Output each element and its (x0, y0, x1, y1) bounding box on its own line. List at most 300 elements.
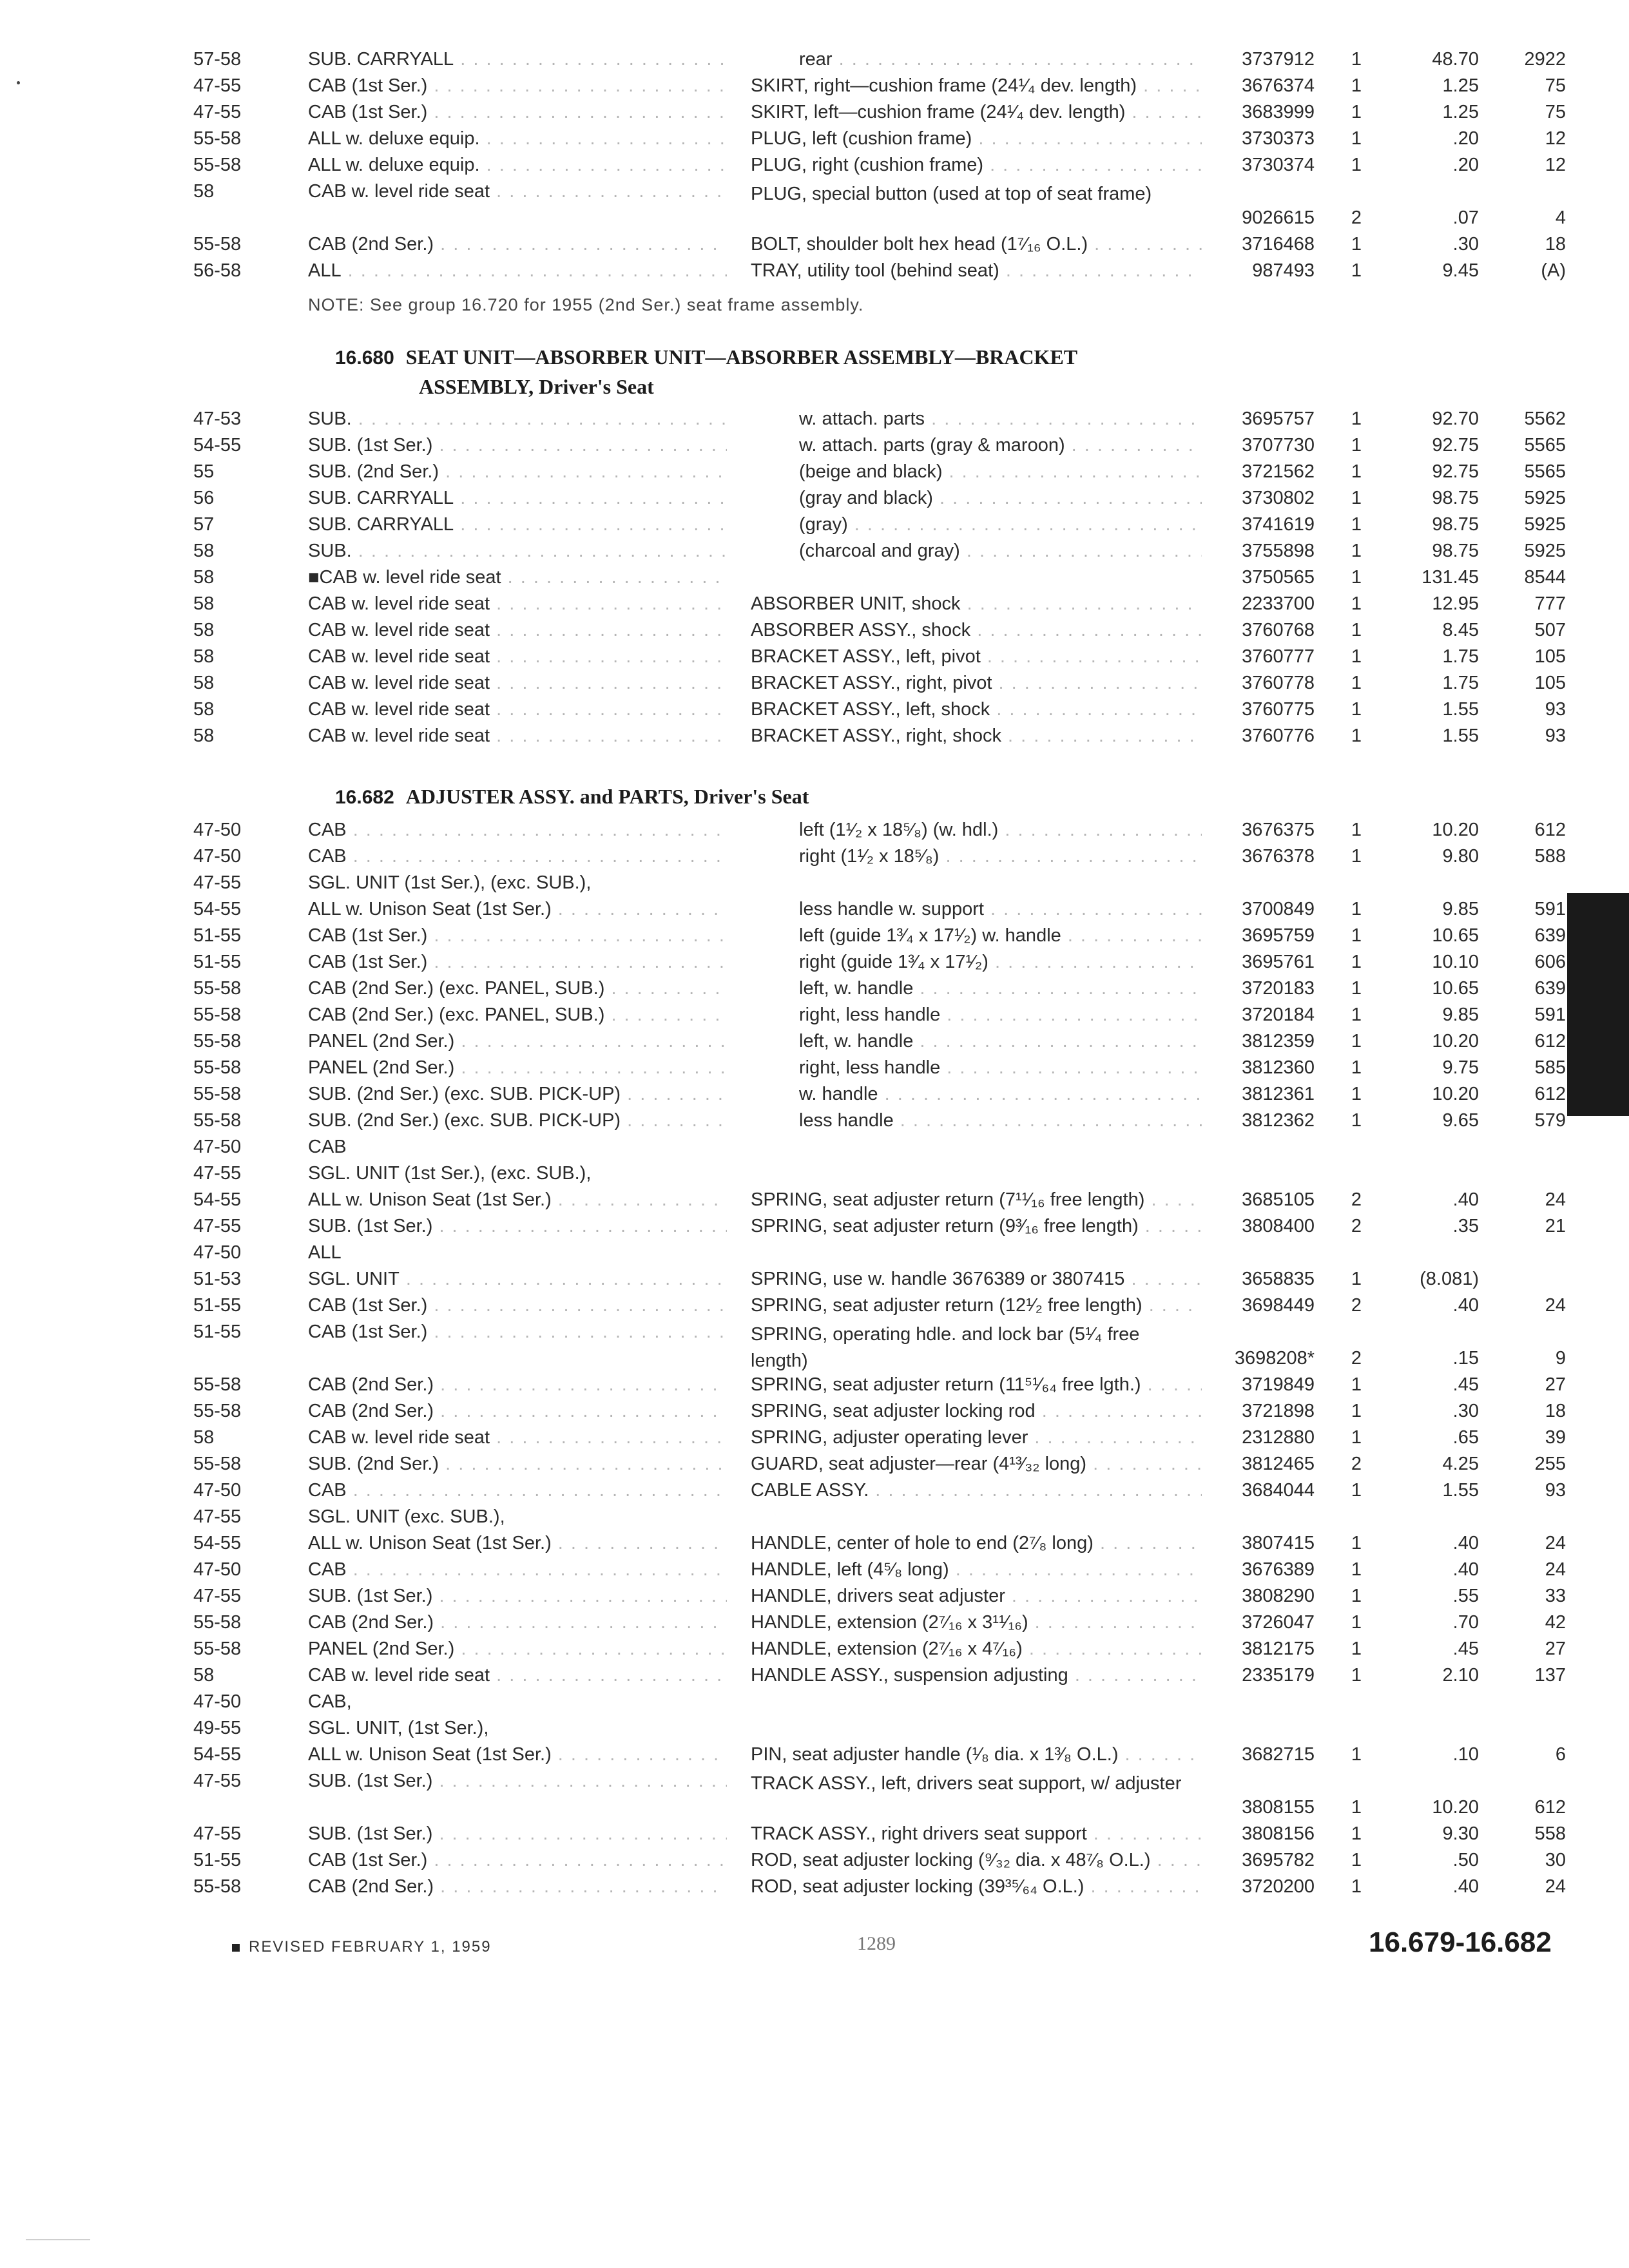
quantity: 1 (1351, 234, 1362, 255)
table-row (193, 1452, 1566, 1479)
price-code: 137 (1534, 1665, 1566, 1686)
part-description: right, less handle . . . (799, 1057, 1202, 1079)
price-code: 27 (1545, 1374, 1566, 1395)
list-price: 8.45 (1442, 620, 1479, 640)
quantity: 1 (1351, 1110, 1362, 1131)
model-applicability: CAB (1st Ser.) . . . (308, 1295, 727, 1316)
quantity: 1 (1351, 260, 1362, 281)
model-years: 58 (193, 673, 215, 693)
table-row (193, 1399, 1566, 1426)
part-description: left (guide 1³⁄₄ x 17¹⁄₂) w. handle . . . (799, 925, 1202, 947)
price-code: 93 (1545, 699, 1566, 720)
model-applicability: ALL w. deluxe equip. . . . (308, 128, 727, 149)
model-applicability: SUB. CARRYALL . . . (308, 514, 727, 535)
quantity: 1 (1351, 408, 1362, 429)
part-number: 3812361 (1242, 1084, 1315, 1104)
list-price: .30 (1452, 234, 1479, 255)
quantity: 1 (1351, 820, 1362, 840)
list-price: 9.85 (1442, 899, 1479, 919)
model-applicability: CAB . . . (308, 1559, 727, 1581)
price-code: 24 (1545, 1295, 1566, 1316)
part-number: 3730373 (1242, 128, 1315, 149)
part-number: 3760778 (1242, 673, 1315, 693)
quantity: 1 (1351, 1427, 1362, 1448)
part-description: SPRING, seat adjuster return (11⁵¹⁄₆₄ free lgth.) . . . (751, 1374, 1202, 1396)
model-applicability: ALL (308, 1242, 342, 1263)
table-row (193, 592, 1566, 619)
model-applicability: CAB, (308, 1691, 352, 1712)
model-years: 54-55 (193, 1533, 242, 1553)
table-row (193, 698, 1566, 724)
quantity: 2 (1351, 1454, 1362, 1474)
model-years: 55-58 (193, 1612, 242, 1633)
list-price: .40 (1452, 1189, 1479, 1210)
part-description: w. attach. parts (gray & maroon) . . . (799, 435, 1202, 456)
part-description: GUARD, seat adjuster—rear (4¹³⁄₃₂ long) . . . (751, 1454, 1202, 1475)
part-description: HANDLE, drivers seat adjuster . . . (751, 1586, 1202, 1607)
part-description: SKIRT, right—cushion frame (24¹⁄₄ dev. length) . . . (751, 75, 1202, 97)
table-row (193, 259, 1566, 285)
price-code: 105 (1534, 646, 1566, 667)
list-price: 9.30 (1442, 1823, 1479, 1844)
list-price: 92.75 (1432, 461, 1479, 482)
table-row (193, 74, 1566, 101)
list-price: 10.20 (1432, 1797, 1479, 1818)
list-price: 9.45 (1442, 260, 1479, 281)
table-row (193, 924, 1566, 950)
part-description: HANDLE, extension (2⁷⁄₁₆ x 4⁷⁄₁₆) . . . (751, 1639, 1202, 1660)
list-price: 48.70 (1432, 49, 1479, 70)
model-years: 54-55 (193, 1189, 242, 1210)
model-years: 58 (193, 1427, 215, 1448)
table-row (193, 950, 1566, 977)
part-description: BOLT, shoulder bolt hex head (1⁷⁄₁₆ O.L.) . . . (751, 234, 1202, 255)
list-price: 1.75 (1442, 646, 1479, 667)
part-description: HANDLE, left (4⁵⁄₈ long) . . . (751, 1559, 1202, 1581)
part-description: (gray) . . . (799, 514, 1202, 535)
section-heading-16-682 (335, 782, 809, 812)
quantity: 1 (1351, 1744, 1362, 1765)
price-code: 639 (1534, 925, 1566, 946)
model-applicability: PANEL (2nd Ser.) . . . (308, 1057, 727, 1079)
price-code: 507 (1534, 620, 1566, 640)
list-price: 10.10 (1432, 952, 1479, 972)
table-row (193, 513, 1566, 539)
model-applicability: SUB. CARRYALL . . . (308, 49, 727, 70)
model-applicability: SGL. UNIT (exc. SUB.), (308, 1506, 505, 1527)
model-applicability: SUB. (1st Ser.) . . . (308, 1586, 727, 1607)
list-price: .20 (1452, 155, 1479, 175)
quantity: 2 (1351, 1295, 1362, 1316)
table-row (193, 1849, 1566, 1875)
table-row (193, 566, 1566, 592)
price-code: 579 (1534, 1110, 1566, 1131)
part-number: 3760775 (1242, 699, 1315, 720)
part-description: w. attach. parts . . . (799, 408, 1202, 430)
list-price: 1.75 (1442, 673, 1479, 693)
model-years: 55-58 (193, 1004, 242, 1025)
list-price: .15 (1452, 1348, 1479, 1369)
table-row (193, 48, 1566, 74)
price-code: 75 (1545, 75, 1566, 96)
part-description: SPRING, seat adjuster locking rod . . . (751, 1401, 1202, 1422)
model-applicability: CAB (2nd Ser.) (exc. PANEL, SUB.) . . . (308, 978, 727, 999)
table-row (193, 180, 1566, 233)
list-price: .35 (1452, 1216, 1479, 1236)
table-row (193, 1875, 1566, 1901)
section-heading-16-680 (335, 343, 1077, 401)
part-number: 3760776 (1242, 726, 1315, 746)
table-row (193, 1003, 1566, 1030)
model-applicability: CAB (2nd Ser.) . . . (308, 1612, 727, 1633)
model-years: 47-50 (193, 820, 242, 840)
price-code: 33 (1545, 1586, 1566, 1606)
model-applicability: SUB. (1st Ser.) . . . (308, 435, 727, 456)
section-range: 16.679-16.682 (1369, 1927, 1552, 1958)
model-years: 47-55 (193, 1771, 242, 1791)
price-code: 588 (1534, 846, 1566, 867)
model-years: 55-58 (193, 1057, 242, 1078)
quantity: 1 (1351, 461, 1362, 482)
parts-table-16-680 (193, 407, 1566, 751)
model-years: 47-55 (193, 1823, 242, 1844)
quantity: 1 (1351, 541, 1362, 561)
quantity: 1 (1351, 1004, 1362, 1025)
model-applicability: PANEL (2nd Ser.) . . . (308, 1639, 727, 1660)
model-years: 47-55 (193, 102, 242, 122)
list-price: 98.75 (1432, 541, 1479, 561)
table-row (193, 1082, 1566, 1109)
model-applicability: SUB. CARRYALL . . . (308, 488, 727, 509)
quantity: 1 (1351, 1480, 1362, 1501)
part-number: 3755898 (1242, 541, 1315, 561)
part-number: 3812360 (1242, 1057, 1315, 1078)
model-applicability: ALL w. deluxe equip. . . . (308, 155, 727, 176)
part-number: 3707730 (1242, 435, 1315, 456)
part-description: (charcoal and gray) . . . (799, 541, 1202, 562)
list-price: .20 (1452, 128, 1479, 149)
model-years: 51-53 (193, 1269, 242, 1289)
model-years: 55-58 (193, 1084, 242, 1104)
quantity: 1 (1351, 102, 1362, 122)
part-description: PLUG, special button (used at top of seat frame) (751, 184, 1152, 204)
quantity: 1 (1351, 1850, 1362, 1870)
model-applicability: SGL. UNIT (1st Ser.), (exc. SUB.), (308, 1163, 592, 1184)
part-description: ROD, seat adjuster locking (39³⁵⁄₆₄ O.L.) . . . (751, 1876, 1202, 1898)
table-row (193, 486, 1566, 513)
model-years: 47-50 (193, 1242, 242, 1263)
part-description: ABSORBER ASSY., shock . . . (751, 620, 1202, 641)
quantity: 1 (1351, 952, 1362, 972)
list-price: 12.95 (1432, 593, 1479, 614)
list-price: 2.10 (1442, 1665, 1479, 1686)
model-years: 55-58 (193, 234, 242, 255)
quantity: 1 (1351, 1639, 1362, 1659)
part-number: 3720183 (1242, 978, 1315, 999)
model-years: 56 (193, 488, 215, 508)
table-row (193, 1505, 1566, 1532)
model-applicability: SUB. . . . (308, 541, 727, 562)
quantity: 1 (1351, 488, 1362, 508)
model-applicability: CAB (2nd Ser.) (exc. PANEL, SUB.) . . . (308, 1004, 727, 1026)
model-years: 57-58 (193, 49, 242, 70)
list-price: .40 (1452, 1533, 1479, 1553)
part-number: 3726047 (1242, 1612, 1315, 1633)
table-row (193, 1294, 1566, 1320)
part-description: TRACK ASSY., right drivers seat support . . . (751, 1823, 1202, 1845)
model-applicability: CAB (1st Ser.) . . . (308, 1850, 727, 1871)
table-row (193, 153, 1566, 180)
model-applicability: ALL w. Unison Seat (1st Ser.) . . . (308, 1189, 727, 1211)
price-code: 612 (1534, 1031, 1566, 1052)
quantity: 1 (1351, 846, 1362, 867)
price-code: 30 (1545, 1850, 1566, 1870)
model-years: 47-50 (193, 1691, 242, 1712)
table-row (193, 1267, 1566, 1294)
price-code: 12 (1545, 155, 1566, 175)
part-number: 3730374 (1242, 155, 1315, 175)
part-description: SKIRT, left—cushion frame (24¹⁄₄ dev. length) . . . (751, 102, 1202, 123)
model-applicability: CAB w. level ride seat . . . (308, 673, 727, 694)
model-years: 47-55 (193, 1586, 242, 1606)
part-number: 3698208* (1234, 1348, 1315, 1369)
list-price: .55 (1452, 1586, 1479, 1606)
model-years: 55-58 (193, 128, 242, 149)
price-code: 105 (1534, 673, 1566, 693)
price-code: 21 (1545, 1216, 1566, 1236)
part-description: less handle w. support . . . (799, 899, 1202, 920)
model-applicability: CAB w. level ride seat . . . (308, 181, 727, 202)
list-price: .40 (1452, 1295, 1479, 1316)
part-number: 3807415 (1242, 1533, 1315, 1553)
part-description: right (1¹⁄₂ x 18⁵⁄₈) . . . (799, 846, 1202, 867)
table-row (193, 1373, 1566, 1399)
part-number: 3658835 (1242, 1269, 1315, 1289)
parts-table-16-682 (193, 818, 1566, 1901)
part-description: BRACKET ASSY., right, pivot . . . (751, 673, 1202, 694)
table-row (193, 434, 1566, 460)
price-code: 8544 (1524, 567, 1566, 588)
part-description: BRACKET ASSY., left, pivot . . . (751, 646, 1202, 668)
part-number: 3741619 (1242, 514, 1315, 535)
model-applicability: ■CAB w. level ride seat . . . (308, 567, 727, 588)
section-title: SEAT UNIT—ABSORBER UNIT—ABSORBER ASSEMBLY—BRACKET (405, 345, 1078, 369)
price-code: 612 (1534, 1797, 1566, 1818)
quantity: 2 (1351, 207, 1362, 228)
quantity: 1 (1351, 435, 1362, 456)
price-code: 612 (1534, 1084, 1566, 1104)
list-price: .45 (1452, 1639, 1479, 1659)
page-number: 1289 (857, 1933, 896, 1954)
price-code: 12 (1545, 128, 1566, 149)
model-years: 47-55 (193, 1163, 242, 1184)
list-price: 1.55 (1442, 1480, 1479, 1501)
model-applicability: CAB w. level ride seat . . . (308, 699, 727, 720)
quantity: 1 (1351, 1084, 1362, 1104)
model-years: 54-55 (193, 435, 242, 456)
part-description: PLUG, left (cushion frame) . . . (751, 128, 1202, 149)
list-price: 92.75 (1432, 435, 1479, 456)
model-years: 47-50 (193, 1137, 242, 1157)
price-code: 75 (1545, 102, 1566, 122)
part-number: 3695761 (1242, 952, 1315, 972)
quantity: 1 (1351, 978, 1362, 999)
part-number: 3695782 (1242, 1850, 1315, 1870)
list-price: .30 (1452, 1401, 1479, 1421)
quantity: 1 (1351, 925, 1362, 946)
model-years: 58 (193, 1665, 215, 1686)
list-price: 1.25 (1442, 75, 1479, 96)
model-applicability: SUB. (2nd Ser.) . . . (308, 461, 727, 483)
model-applicability: CAB (1st Ser.) . . . (308, 925, 727, 947)
model-years: 47-55 (193, 75, 242, 96)
price-code: 5565 (1524, 461, 1566, 482)
table-row (193, 898, 1566, 924)
part-description: left (1¹⁄₂ x 18⁵⁄₈) (w. hdl.) . . . (799, 820, 1202, 841)
part-number: 3721562 (1242, 461, 1315, 482)
table-row (193, 1716, 1566, 1743)
model-years: 54-55 (193, 1744, 242, 1765)
list-price: .45 (1452, 1374, 1479, 1395)
list-price: .40 (1452, 1559, 1479, 1580)
list-price: 98.75 (1432, 514, 1479, 535)
table-row (193, 407, 1566, 434)
quantity: 1 (1351, 1612, 1362, 1633)
list-price: 10.65 (1432, 978, 1479, 999)
part-description: ROD, seat adjuster locking (⁹⁄₃₂ dia. x 48⁷⁄₈ O.L.) . . . (751, 1850, 1202, 1871)
part-description: left, w. handle . . . (799, 978, 1202, 999)
revision-bullet-icon (232, 1944, 240, 1952)
table-row (193, 671, 1566, 698)
part-number: 3676375 (1242, 820, 1315, 840)
model-applicability: SUB. (1st Ser.) . . . (308, 1771, 727, 1792)
table-row (193, 1109, 1566, 1135)
model-applicability: CAB (1st Ser.) . . . (308, 1321, 727, 1343)
part-number: 9026615 (1242, 207, 1315, 228)
table-row (193, 101, 1566, 127)
section-tab-marker (1567, 893, 1629, 1116)
quantity: 1 (1351, 1401, 1362, 1421)
model-applicability: CAB (2nd Ser.) . . . (308, 1401, 727, 1422)
model-years: 58 (193, 726, 215, 746)
part-description: (beige and black) . . . (799, 461, 1202, 483)
price-code: 591 (1534, 1004, 1566, 1025)
list-price: 10.20 (1432, 1031, 1479, 1052)
revision-note: REVISED FEBRUARY 1, 1959 (232, 1938, 492, 1956)
part-number: 3676378 (1242, 846, 1315, 867)
quantity: 1 (1351, 1559, 1362, 1580)
model-applicability: CAB . . . (308, 820, 727, 841)
quantity: 1 (1351, 899, 1362, 919)
part-description: PIN, seat adjuster handle (¹⁄₈ dia. x 1³⁄₈ O.L.) . . . (751, 1744, 1202, 1765)
model-applicability: CAB (2nd Ser.) . . . (308, 1374, 727, 1396)
part-number: 3682715 (1242, 1744, 1315, 1765)
part-description: BRACKET ASSY., left, shock . . . (751, 699, 1202, 720)
part-number: 3721898 (1242, 1401, 1315, 1421)
table-row (193, 1162, 1566, 1188)
list-price: 10.20 (1432, 1084, 1479, 1104)
part-description: SPRING, use w. handle 3676389 or 3807415 . . . (751, 1269, 1202, 1290)
part-number: 3719849 (1242, 1374, 1315, 1395)
model-applicability: CAB . . . (308, 846, 727, 867)
list-price: 92.70 (1432, 408, 1479, 429)
table-row (193, 1690, 1566, 1716)
model-years: 51-55 (193, 1295, 242, 1316)
table-row (193, 1822, 1566, 1849)
part-description: PLUG, right (cushion frame) . . . (751, 155, 1202, 176)
price-code: 585 (1534, 1057, 1566, 1078)
model-years: 51-55 (193, 1850, 242, 1870)
quantity: 1 (1351, 567, 1362, 588)
model-years: 51-55 (193, 952, 242, 972)
model-years: 58 (193, 593, 215, 614)
model-applicability: ALL . . . (308, 260, 727, 282)
model-applicability: CAB w. level ride seat . . . (308, 1665, 727, 1686)
list-price: 9.65 (1442, 1110, 1479, 1131)
section-title-line2: ASSEMBLY, Driver's Seat (419, 375, 654, 398)
model-applicability: CAB w. level ride seat . . . (308, 646, 727, 668)
list-price: .07 (1452, 207, 1479, 228)
part-number: 3685105 (1242, 1189, 1315, 1210)
quantity: 1 (1351, 1586, 1362, 1606)
quantity: 2 (1351, 1348, 1362, 1369)
model-applicability: SUB. (2nd Ser.) . . . (308, 1454, 727, 1475)
model-applicability: CAB (1st Ser.) . . . (308, 102, 727, 123)
table-row (193, 724, 1566, 751)
model-years: 55-58 (193, 978, 242, 999)
model-years: 58 (193, 699, 215, 720)
price-code: 5925 (1524, 541, 1566, 561)
part-description: HANDLE, center of hole to end (2⁷⁄₈ long) . . . (751, 1533, 1202, 1554)
table-row (193, 1215, 1566, 1241)
table-row (193, 1611, 1566, 1637)
quantity: 1 (1351, 128, 1362, 149)
list-price: 1.55 (1442, 726, 1479, 746)
quantity: 1 (1351, 1374, 1362, 1395)
list-price: 1.25 (1442, 102, 1479, 122)
list-price: 131.45 (1422, 567, 1479, 588)
list-price: 9.85 (1442, 1004, 1479, 1025)
price-code: 639 (1534, 978, 1566, 999)
price-code: 5925 (1524, 488, 1566, 508)
model-years: 47-53 (193, 408, 242, 429)
model-years: 58 (193, 181, 215, 202)
part-description: SPRING, operating hdle. and lock bar (5¹⁄₄ free length) (751, 1324, 1140, 1371)
model-applicability: SUB. . . . (308, 408, 727, 430)
table-row (193, 1241, 1566, 1267)
part-description: SPRING, seat adjuster return (12¹⁄₂ free length) . . . (751, 1295, 1202, 1316)
section-number: 16.680 (335, 347, 394, 369)
part-description: w. handle . . . (799, 1084, 1202, 1105)
part-number: 3684044 (1242, 1480, 1315, 1501)
quantity: 1 (1351, 75, 1362, 96)
part-description: HANDLE, extension (2⁷⁄₁₆ x 3¹¹⁄₁₆) . . . (751, 1612, 1202, 1633)
list-price: 10.20 (1432, 820, 1479, 840)
part-number: 3683999 (1242, 102, 1315, 122)
part-number: 987493 (1252, 260, 1315, 281)
part-number: 3808156 (1242, 1823, 1315, 1844)
model-applicability: CAB (1st Ser.) . . . (308, 952, 727, 973)
list-price: 9.75 (1442, 1057, 1479, 1078)
part-number: 3812362 (1242, 1110, 1315, 1131)
price-code: 591 (1534, 899, 1566, 919)
model-applicability: CAB (2nd Ser.) . . . (308, 1876, 727, 1898)
table-row (193, 1426, 1566, 1452)
model-years: 58 (193, 541, 215, 561)
part-number: 2312880 (1242, 1427, 1315, 1448)
price-code: 5562 (1524, 408, 1566, 429)
part-description: rear . . . (799, 49, 1202, 70)
